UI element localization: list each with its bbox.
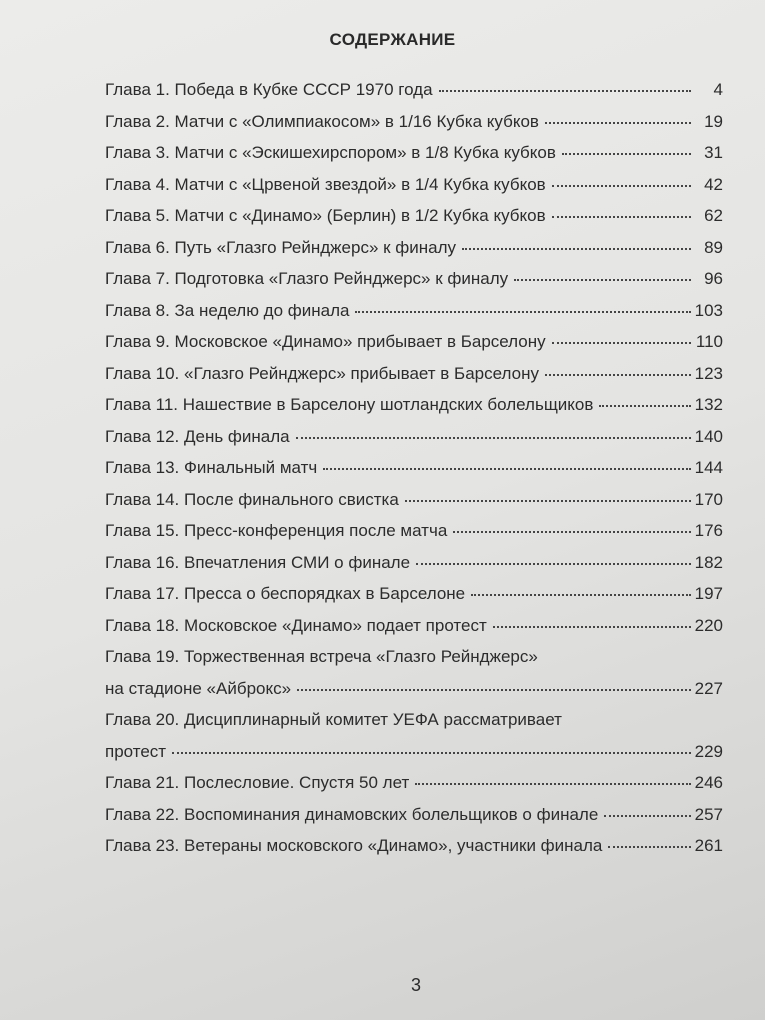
toc-entry [105,427,723,459]
toc-entry [105,553,723,585]
toc-entry [105,584,723,616]
toc-entry-title: Глава 18. Московское «Динамо» подает протест [105,615,487,635]
toc-entry [105,710,723,742]
leader-dots [608,846,691,848]
toc-entry-page: 110 [695,332,723,351]
toc-entry-page: 4 [713,80,723,99]
toc-entry-title: Глава 2. Матчи с «Олимпиакосом» в 1/16 Кубка кубков [105,111,539,131]
leader-dots [415,783,691,785]
toc-entry-page: 257 [694,804,723,824]
toc-entry [105,458,723,490]
toc-entry-page: 182 [694,552,723,572]
toc-entry-title: Глава 22. Воспоминания динамовских болельщиков о финале [105,804,599,824]
toc-entry-page: 229 [694,741,723,761]
leader-dots [493,626,691,628]
toc-entry-page: 96 [704,269,723,288]
toc-entry-title: Глава 7. Подготовка «Глазго Рейнджерс» к финалу [105,269,509,288]
leader-dots [552,342,691,344]
leader-dots [462,248,691,250]
toc-entry-title: Глава 21. Послесловие. Спустя 50 лет [105,773,410,792]
toc-entry [105,301,723,333]
toc-entry-title: на стадионе «Айброкс» [105,678,292,698]
table-of-contents [105,80,723,868]
toc-entry [105,395,723,427]
toc-entry [105,490,723,522]
toc-entry-title: Глава 9. Московское «Динамо» прибывает в Барселону [105,332,546,351]
toc-entry-title: Глава 5. Матчи с «Динамо» (Берлин) в 1/2 Кубка кубков [105,206,546,225]
toc-entry-page: 176 [694,521,723,540]
toc-entry-title: Глава 3. Матчи с «Эскишехирспором» в 1/8 Кубка кубков [105,143,556,162]
toc-entry-page: 89 [704,237,723,257]
toc-entry [105,80,723,112]
page-number: 3 [411,975,422,995]
toc-entry-page: 220 [694,615,723,635]
toc-entry-page: 19 [704,111,723,131]
toc-entry-title: Глава 10. «Глазго Рейнджерс» прибывает в Барселону [105,363,539,383]
toc-entry-page: 42 [704,174,723,194]
toc-entry-title: Глава 14. После финального свистка [105,489,399,509]
toc-entry-title: Глава 13. Финальный матч [105,458,318,477]
page-title: СОДЕРЖАНИЕ [329,30,456,49]
toc-entry-title: Глава 20. Дисциплинарный комитет УЕФА рассматривает [105,710,562,729]
toc-entry-title: Глава 23. Ветераны московского «Динамо», участники финала [105,836,603,855]
toc-entry [105,206,723,238]
toc-entry-page: 246 [694,773,723,792]
toc-entry-page: 132 [694,395,723,414]
toc-entry-page: 140 [694,426,723,446]
toc-entry-title: Глава 8. За неделю до финала [105,300,350,320]
leader-dots [405,500,691,502]
toc-entry [105,742,723,774]
toc-entry-title: протест [105,741,167,761]
toc-entry-page: 62 [704,206,723,225]
toc-entry [105,647,723,679]
leader-dots [562,153,691,155]
toc-entry-page: 123 [694,363,723,383]
toc-entry [105,836,723,868]
leader-dots [514,279,691,281]
leader-dots [297,689,691,691]
toc-entry [105,332,723,364]
toc-entry-page: 197 [694,584,723,603]
toc-entry-page: 227 [694,678,723,698]
leader-dots [552,216,691,218]
toc-entry [105,175,723,207]
toc-entry-title: Глава 19. Торжественная встреча «Глазго Рейнджерс» [105,647,538,666]
leader-dots [552,185,691,187]
leader-dots [471,594,691,596]
leader-dots [416,563,691,565]
toc-entry-page: 144 [694,458,723,477]
toc-entry [105,238,723,270]
toc-entry [105,616,723,648]
toc-entry-page: 261 [694,836,723,855]
toc-entry-title: Глава 17. Пресса о беспорядках в Барселоне [105,584,466,603]
leader-dots [323,468,691,470]
toc-entry-page: 31 [704,143,723,162]
leader-dots [545,122,691,124]
toc-entry [105,773,723,805]
leader-dots [604,815,691,817]
toc-entry-title: Глава 4. Матчи с «Црвеной звездой» в 1/4 Кубка кубков [105,174,546,194]
leader-dots [545,374,691,376]
leader-dots [355,311,691,313]
toc-entry [105,112,723,144]
toc-entry [105,143,723,175]
leader-dots [172,752,691,754]
toc-entry-title: Глава 12. День финала [105,426,290,446]
toc-entry-title: Глава 6. Путь «Глазго Рейнджерс» к финалу [105,237,457,257]
toc-entry-page: 170 [694,489,723,509]
toc-entry-title: Глава 1. Победа в Кубке СССР 1970 года [105,80,433,99]
leader-dots [439,90,691,92]
leader-dots [599,405,691,407]
toc-entry [105,364,723,396]
leader-dots [296,437,691,439]
toc-entry [105,521,723,553]
toc-entry [105,805,723,837]
toc-entry [105,679,723,711]
toc-entry-title: Глава 15. Пресс-конференция после матча [105,521,448,540]
leader-dots [453,531,691,533]
toc-entry-page: 103 [694,300,723,320]
toc-entry [105,269,723,301]
toc-entry-title: Глава 16. Впечатления СМИ о финале [105,552,411,572]
toc-entry-title: Глава 11. Нашествие в Барселону шотландских болельщиков [105,395,594,414]
